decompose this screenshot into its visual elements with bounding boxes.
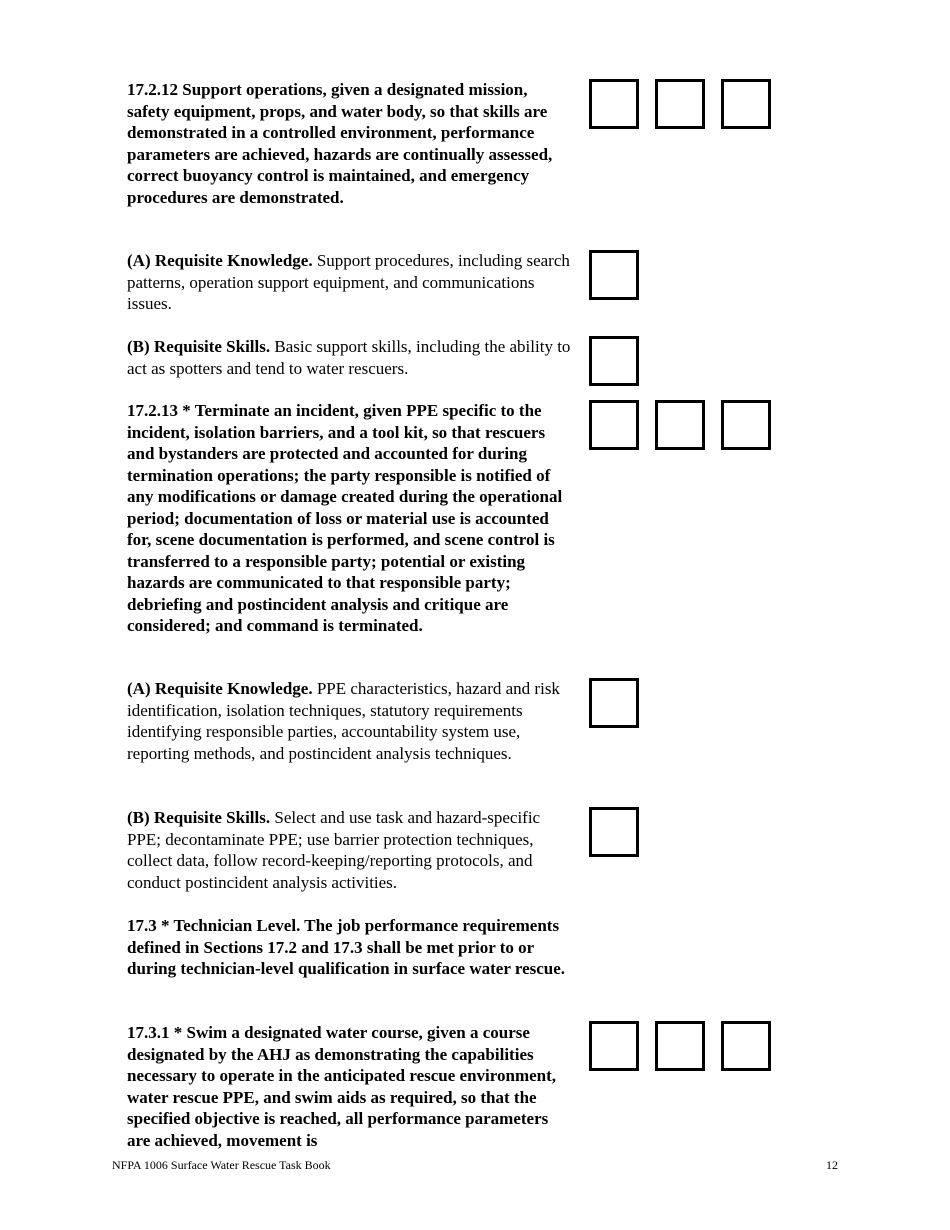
signoff-checkbox[interactable] [721,79,771,129]
skills-signoff-boxes [589,336,639,386]
knowledge-signoff-boxes [589,250,639,300]
signoff-checkbox[interactable] [589,250,639,300]
jpr-17-2-13-signoff-boxes [589,400,771,450]
signoff-checkbox[interactable] [721,400,771,450]
requisite-skills-label: (B) Requisite Skills. [127,337,271,356]
signoff-checkbox[interactable] [589,400,639,450]
requisite-knowledge-17-2-13 [127,678,572,764]
jpr-17-3-1-signoff-boxes [589,1021,771,1071]
page-number: 12 [826,1158,838,1172]
requisite-knowledge-label: (A) Requisite Knowledge. [127,251,313,270]
requisite-knowledge-text: Support procedures, including search patterns, operation support equipment, and communications issues. [127,251,570,313]
requisite-knowledge-label: (A) Requisite Knowledge. [127,679,313,698]
knowledge-signoff-boxes [589,678,639,728]
signoff-checkbox[interactable] [589,79,639,129]
requisite-skills-label: (B) Requisite Skills. [127,808,271,827]
requisite-skills-17-2-12 [127,336,572,379]
jpr-17-2-12-signoff-boxes [589,79,771,129]
footer-title: NFPA 1006 Surface Water Rescue Task Book [112,1158,331,1172]
signoff-checkbox[interactable] [721,1021,771,1071]
requisite-skills-17-2-13 [127,807,572,893]
signoff-checkbox[interactable] [655,1021,705,1071]
jpr-17-3-1-text: 17.3.1 * Swim a designated water course, given a course designated by the AHJ as demonstrating the capabilities necessary to operate in the anticipated rescue environment, water rescue PPE, and swim aids as required, so that the specified objective is reached, all performance parameters are achieved, movement is [127,1023,557,1150]
signoff-checkbox[interactable] [589,678,639,728]
requisite-skills-text: Select and use task and hazard-specific PPE; decontaminate PPE; use barrier protection techniques, collect data, follow record-keeping/reporting protocols, and conduct postincident analysis activities. [127,808,541,892]
section-17-3-technician-level: 17.3 * Technician Level. The job performance requirements defined in Sections 17.2 and 17.3 shall be met prior to or during technician-level qualification in surface water rescue. [127,916,566,978]
requisite-knowledge-text: PPE characteristics, hazard and risk identification, isolation techniques, statutory requirements identifying responsible parties, accountability system use, reporting methods, and postincident analysis techniques. [127,679,560,763]
signoff-checkbox[interactable] [655,400,705,450]
signoff-checkbox[interactable] [589,336,639,386]
jpr-17-2-13-text: 17.2.13 * Terminate an incident, given PPE specific to the incident, isolation barriers, and a tool kit, so that rescuers and bystanders are protected and accounted for during termination operations; the party responsible is notified of any modifications or damage created during the operational period; documentation of loss or material use is accounted for, scene documentation is performed, and scene control is transferred to a responsible party; potential or existing hazards are communicated to that responsible party; debriefing and postincident analysis and critique are considered; and command is terminated. [127,401,563,635]
jpr-17-2-12-text: 17.2.12 Support operations, given a designated mission, safety equipment, props, and water body, so that skills are demonstrated in a controlled environment, performance parameters are achieved, hazards are continually assessed, correct buoyancy control is maintained, and emergency procedures are demonstrated. [127,80,553,207]
requisite-knowledge-17-2-12 [127,250,572,315]
signoff-checkbox[interactable] [589,1021,639,1071]
signoff-checkbox[interactable] [589,807,639,857]
signoff-checkbox[interactable] [655,79,705,129]
skills-signoff-boxes [589,807,639,857]
requisite-skills-text: Basic support skills, including the ability to act as spotters and tend to water rescuers. [127,337,571,378]
